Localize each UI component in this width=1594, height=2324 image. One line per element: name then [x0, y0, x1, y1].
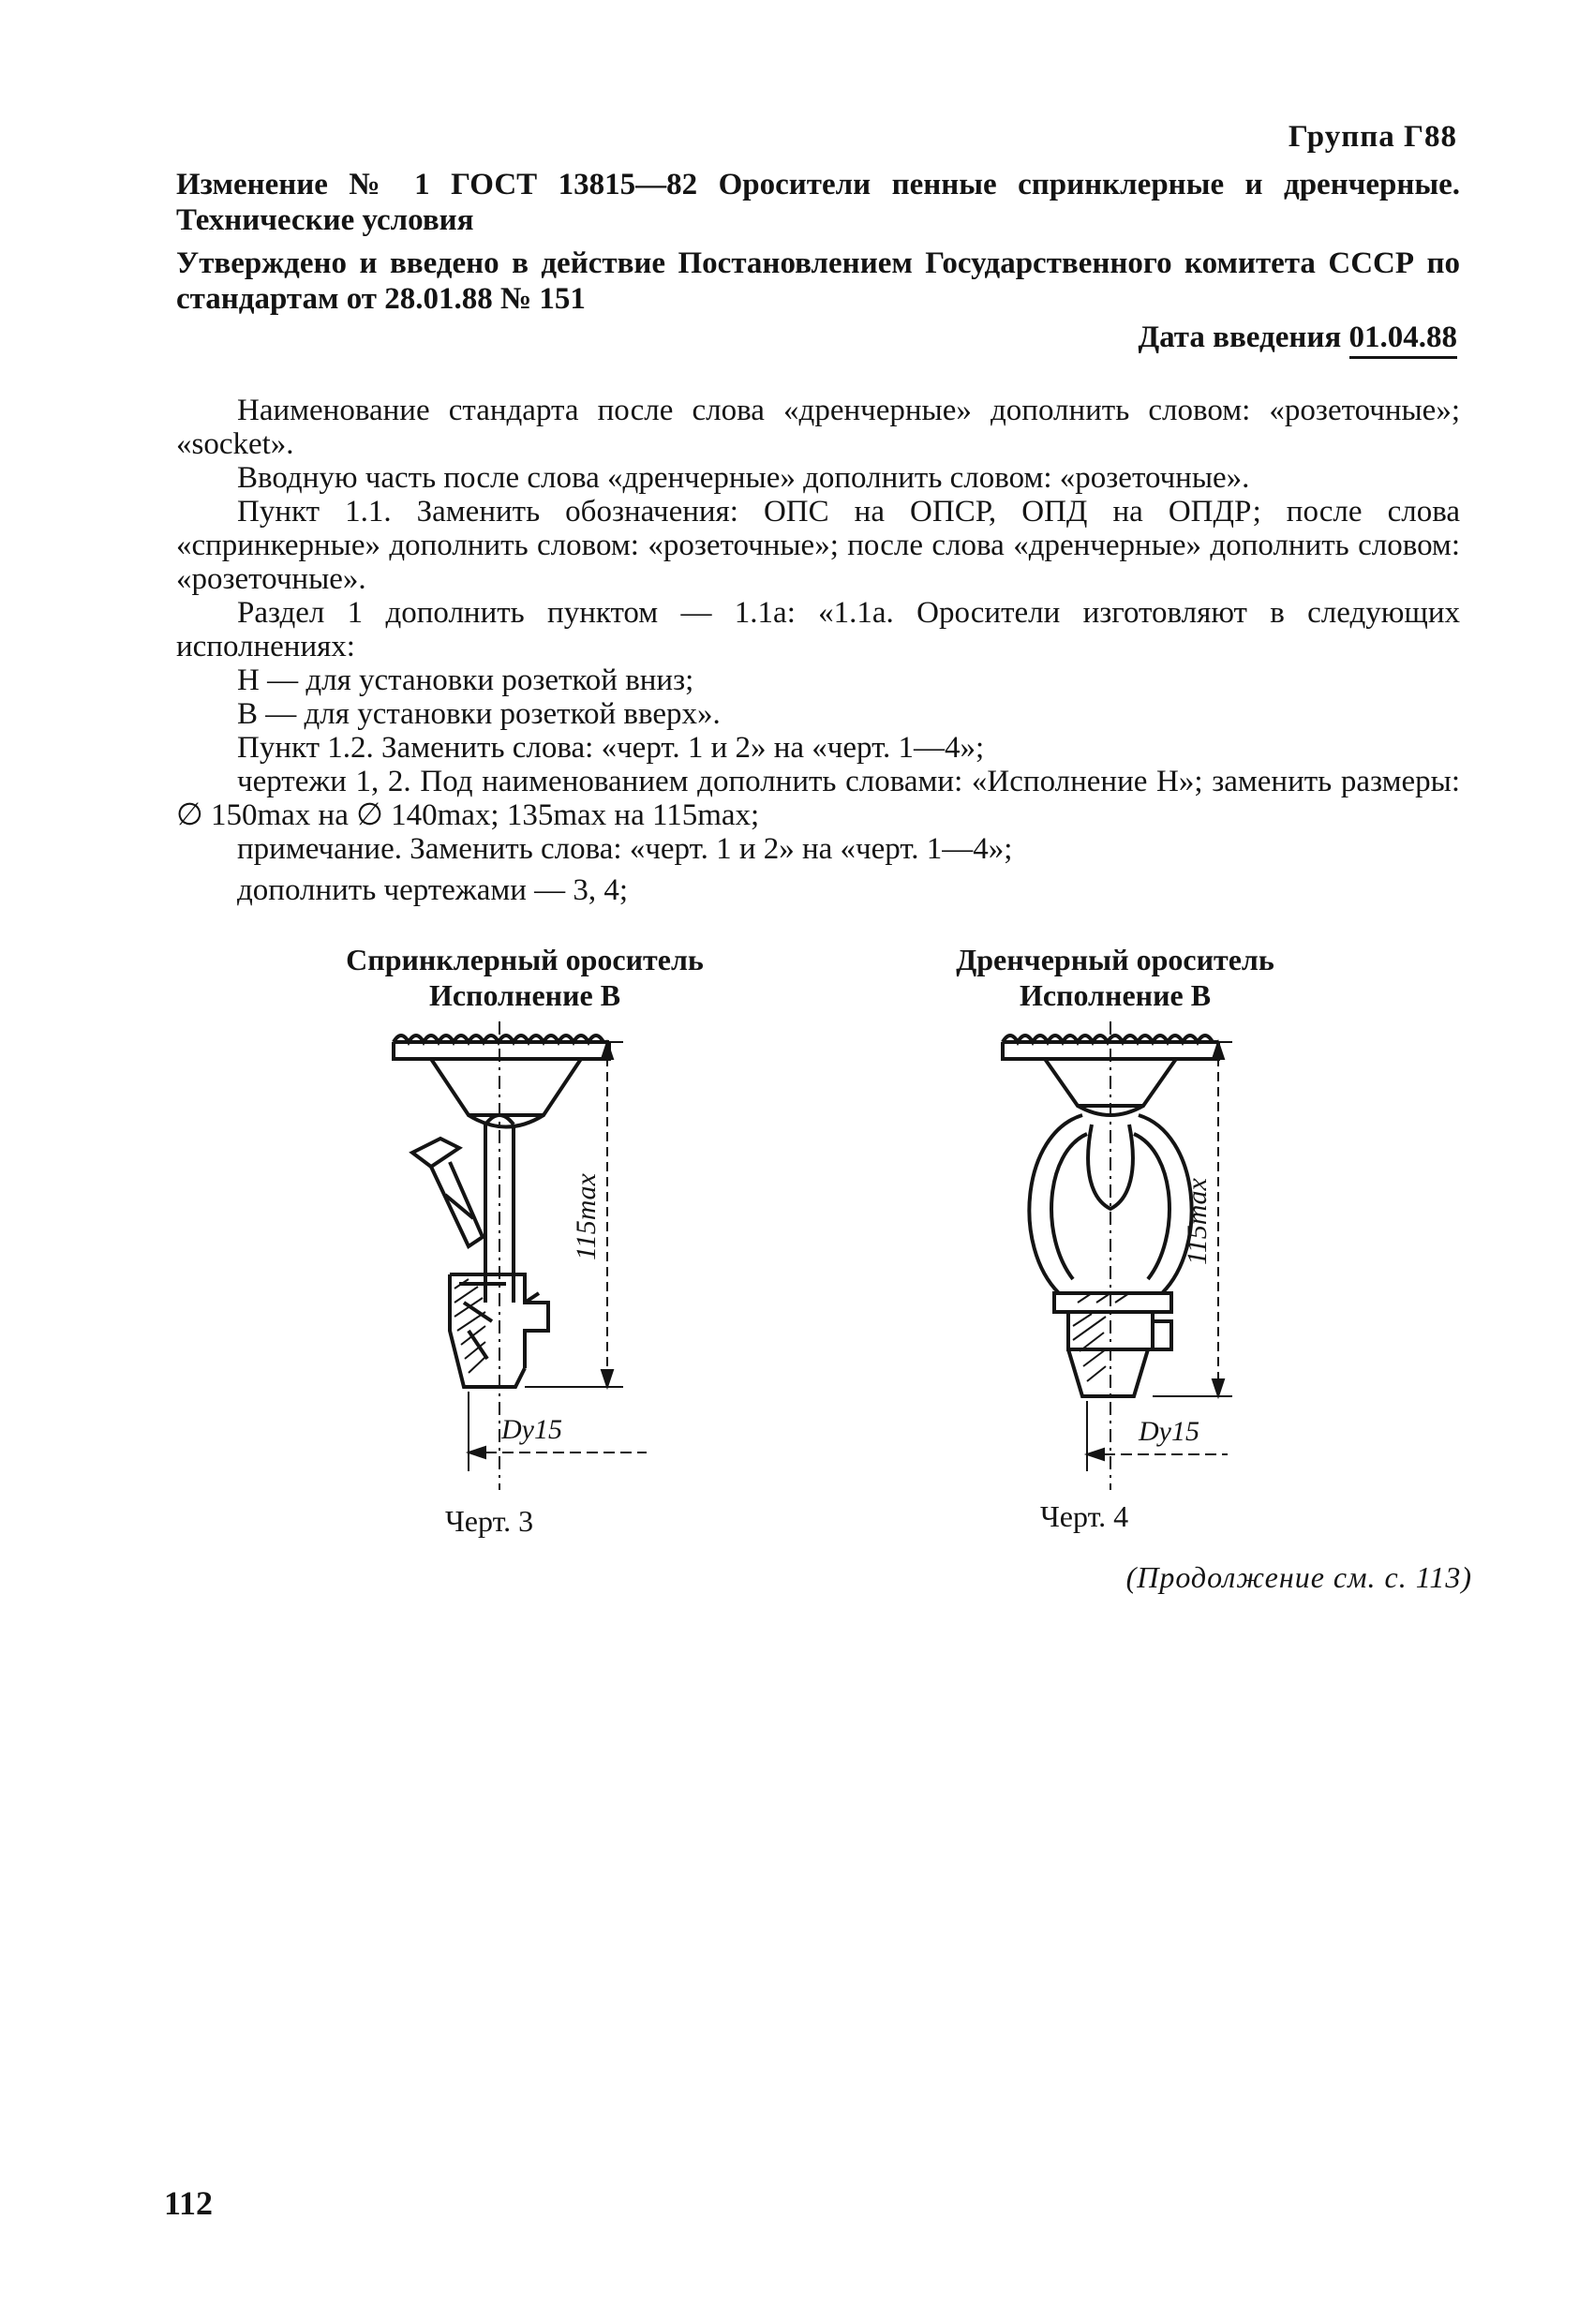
page-number: 112	[164, 2184, 214, 2222]
figure-3-title-line2: Исполнение В	[428, 978, 621, 1012]
figure-4-title-line2: Исполнение В	[1019, 978, 1212, 1012]
paragraph: Пункт 1.1. Заменить обозначения: ОПС на ОПСР, ОПД на ОПДР; после слова «спринкерные» дополнить словом: «розеточные»; после слова «дренчерные» дополнить словом: «розеточные».	[176, 495, 1460, 596]
change-title: Изменение № 1 ГОСТ 13815—82 Оросители пенные спринклерные и дренчерные. Технические условия	[176, 168, 1460, 237]
figure-4-title-line1: Дренчерный ороситель	[956, 943, 1274, 976]
group-code: Группа Г88	[1288, 120, 1457, 154]
figure-3-dia-label: Dy15	[501, 1414, 562, 1445]
paragraph: дополнить чертежами — 3, 4;	[237, 873, 629, 907]
paragraph: Вводную часть после слова «дренчерные» дополнить словом: «розеточные».	[237, 461, 1250, 495]
date-value: 01.04.88	[1349, 320, 1458, 359]
paragraph: Пункт 1.2. Заменить слова: «черт. 1 и 2» на «черт. 1—4»;	[237, 731, 985, 765]
figure-4-caption: Черт. 4	[1040, 1499, 1129, 1533]
figure-4-title	[900, 942, 1331, 1013]
figure-3-height-label: 115max	[571, 1173, 602, 1260]
sprinkler-drawing	[375, 1021, 684, 1490]
paragraph: примечание. Заменить слова: «черт. 1 и 2» на «черт. 1—4»;	[237, 832, 1013, 866]
paragraph: Н — для установки розеткой вниз;	[237, 663, 694, 697]
figure-4-dia-label: Dy15	[1139, 1416, 1199, 1447]
date-label: Дата введения	[1138, 320, 1342, 354]
approval-statement: Утверждено и введено в действие Постановлением Государственного комитета СССР по стандартам от 28.01.88 № 151	[176, 246, 1460, 316]
paragraph: Наименование стандарта после слова «дренчерные» дополнить словом: «розеточные»; «socket».	[176, 394, 1460, 461]
figure-4-height-label: 115max	[1182, 1178, 1213, 1265]
figure-3-title	[309, 942, 740, 1013]
amendment-text	[176, 394, 1460, 907]
figure-3-caption: Черт. 3	[445, 1504, 534, 1538]
continuation-note: (Продолжение см. с. 113)	[1125, 1560, 1472, 1594]
paragraph: В — для установки розеткой вверх».	[237, 697, 721, 731]
drencher-drawing	[993, 1021, 1303, 1490]
figure-3-title-line1: Спринклерный ороситель	[346, 943, 704, 976]
paragraph: Раздел 1 дополнить пунктом — 1.1а: «1.1а. Оросители изготовляют в следующих исполнениях:	[176, 596, 1460, 663]
effective-date	[1138, 320, 1457, 355]
paragraph: чертежи 1, 2. Под наименованием дополнить словами: «Исполнение Н»; заменить размеры: ∅ 150max на ∅ 140max; 135max на 115max;	[176, 765, 1460, 832]
